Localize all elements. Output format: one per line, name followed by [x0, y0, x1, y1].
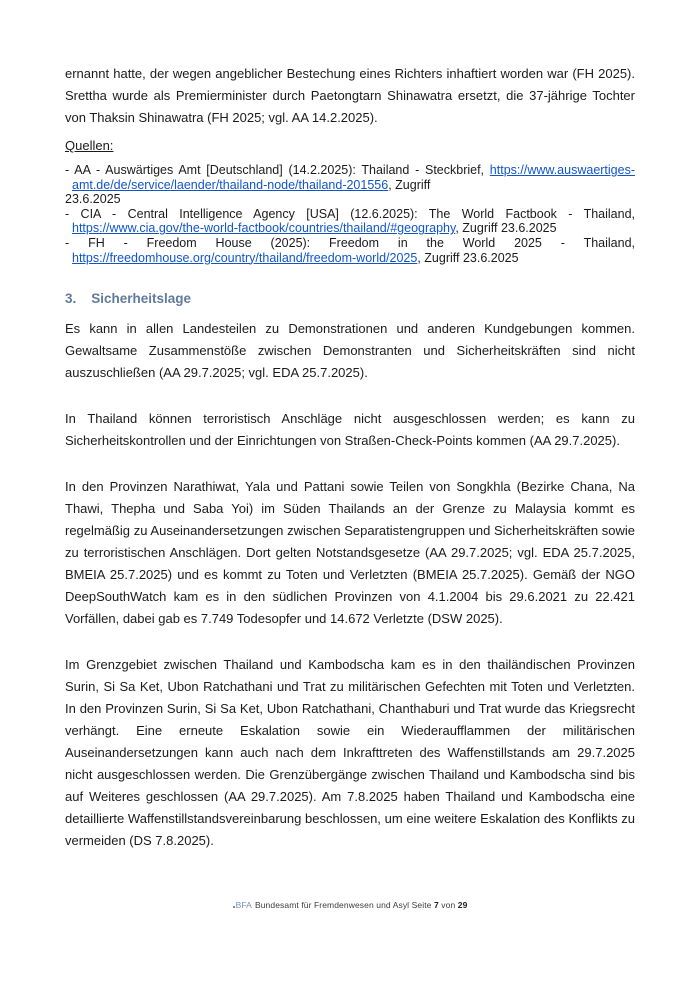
sources-heading: Quellen: [65, 138, 114, 153]
bfa-logo: BFA [235, 900, 252, 910]
source-access-label: , Zugriff 23.6.2025 [417, 250, 519, 265]
paragraph-southern-provinces: In den Provinzen Narathiwat, Yala und Pattani sowie Teilen von Songkhla (Bezirke Chana, Na Thawi, Thepha und Saba Yoi) im Süden Thailands an der Grenze zu Malaysia kommt es regelmäßig zu Auseinandersetzungen zwischen Separatistengruppen und Sicherheitskräften sowie zu terroristischen Anschlägen. Dort gelten Notstandsgesetze (AA 29.7.2025; vgl. EDA 25.7.2025, BMEIA 25.7.2025) und es kommt zu Toten und Verletzten (BMEIA 25.7.2025). Gemäß der NGO DeepSouthWatch kam es in den südlichen Provinzen von 4.1.2004 bis 29.6.2021 zu 22.421 Vorfällen, dabei gab es 7.749 Todesopfer und 14.672 Verletzte (DSW 2025). [65, 479, 635, 627]
section-title: Sicherheitslage [91, 291, 192, 307]
bfa-logo-mark [233, 906, 235, 908]
paragraph-demonstrations: Es kann in allen Landesteilen zu Demonstrationen und anderen Kundgebungen kommen. Gewaltsame Zusammenstöße zwischen Demonstranten und Sicherheitskräften sind nicht auszuschließen (AA 29.7.2025; vgl. EDA 25.7.2025). [65, 321, 635, 381]
source-item-aa [65, 163, 635, 207]
section-heading [65, 289, 635, 309]
source-access-label: , Zugriff 23.6.2025 [455, 221, 557, 236]
page-footer [0, 899, 700, 911]
source-item-cia [65, 207, 635, 236]
footer-page-number: 7 [433, 900, 439, 910]
paragraph-cambodia-border: Im Grenzgebiet zwischen Thailand und Kambodscha kam es in den thailändischen Provinzen Surin, Si Sa Ket, Ubon Ratchathani und Trat zu militärischen Gefechten mit Toten und Verletzten. In den Provinzen Surin, Si Sa Ket, Ubon Ratchathani, Chanthaburi und Trat wurde das Kriegsrecht verhängt. Eine erneute Eskalation sowie ein Wiederaufflammen der militärischen Auseinandersetzungen kann auch nach dem Inkrafttreten des Waffenstillstands am 29.7.2025 nicht ausgeschlossen werden. Die Grenzübergänge zwischen Thailand und Kambodscha sind bis auf Weiteres geschlossen (AA 29.7.2025). Am 7.8.2025 haben Thailand und Kambodscha eine detaillierte Waffenstillstandsvereinbarung beschlossen, um eine weitere Eskalation des Konflikts zu vermeiden (DS 7.8.2025). [65, 657, 635, 849]
footer-page-word: Seite [411, 900, 432, 910]
footer-of-word: von [441, 900, 456, 910]
source-text: FH - Freedom House (2025): Freedom in the World 2025 - Thailand, [88, 235, 635, 250]
footer-org-name: Bundesamt für Fremdenwesen und Asyl [254, 900, 410, 910]
source-access-date: 23.6.2025 [65, 192, 121, 207]
source-link-aa[interactable]: https://www.auswaertiges-amt.de/de/service/laender/thailand-node/thailand-201556 [72, 163, 635, 192]
intro-paragraph: ernannt hatte, der wegen angeblicher Bestechung eines Richters inhaftiert worden war (FH 2025). Srettha wurde als Premierminister durch Paetongtarn Shinawatra ersetzt, die 37-jährige Tochter von Thaksin Shinawatra (FH 2025; vgl. AA 14.2.2025). [65, 66, 635, 125]
source-text: AA - Auswärtiges Amt [Deutschland] (14.2.2025): Thailand - Steckbrief, [74, 163, 485, 177]
source-item-fh [65, 236, 635, 265]
source-link-cia[interactable]: https://www.cia.gov/the-world-factbook/countries/thailand/#geography [72, 221, 456, 236]
footer-total-pages: 29 [457, 900, 468, 910]
section-number: 3. [65, 291, 77, 307]
source-bullet: - [65, 206, 70, 221]
sources-list [65, 163, 635, 265]
source-bullet: - [65, 235, 70, 250]
source-bullet: - [65, 163, 70, 177]
paragraph-terrorism: In Thailand können terroristisch Anschläge nicht ausgeschlossen werden; es kann zu Sicherheitskontrollen und der Einrichtungen von Straßen-Check-Points kommen (AA 29.7.2025). [65, 411, 635, 449]
source-link-fh[interactable]: https://freedomhouse.org/country/thailand/freedom-world/2025 [72, 250, 418, 265]
source-text: CIA - Central Intelligence Agency [USA] (12.6.2025): The World Factbook - Thailand, [80, 206, 635, 221]
source-access-label: , Zugriff [388, 177, 431, 192]
